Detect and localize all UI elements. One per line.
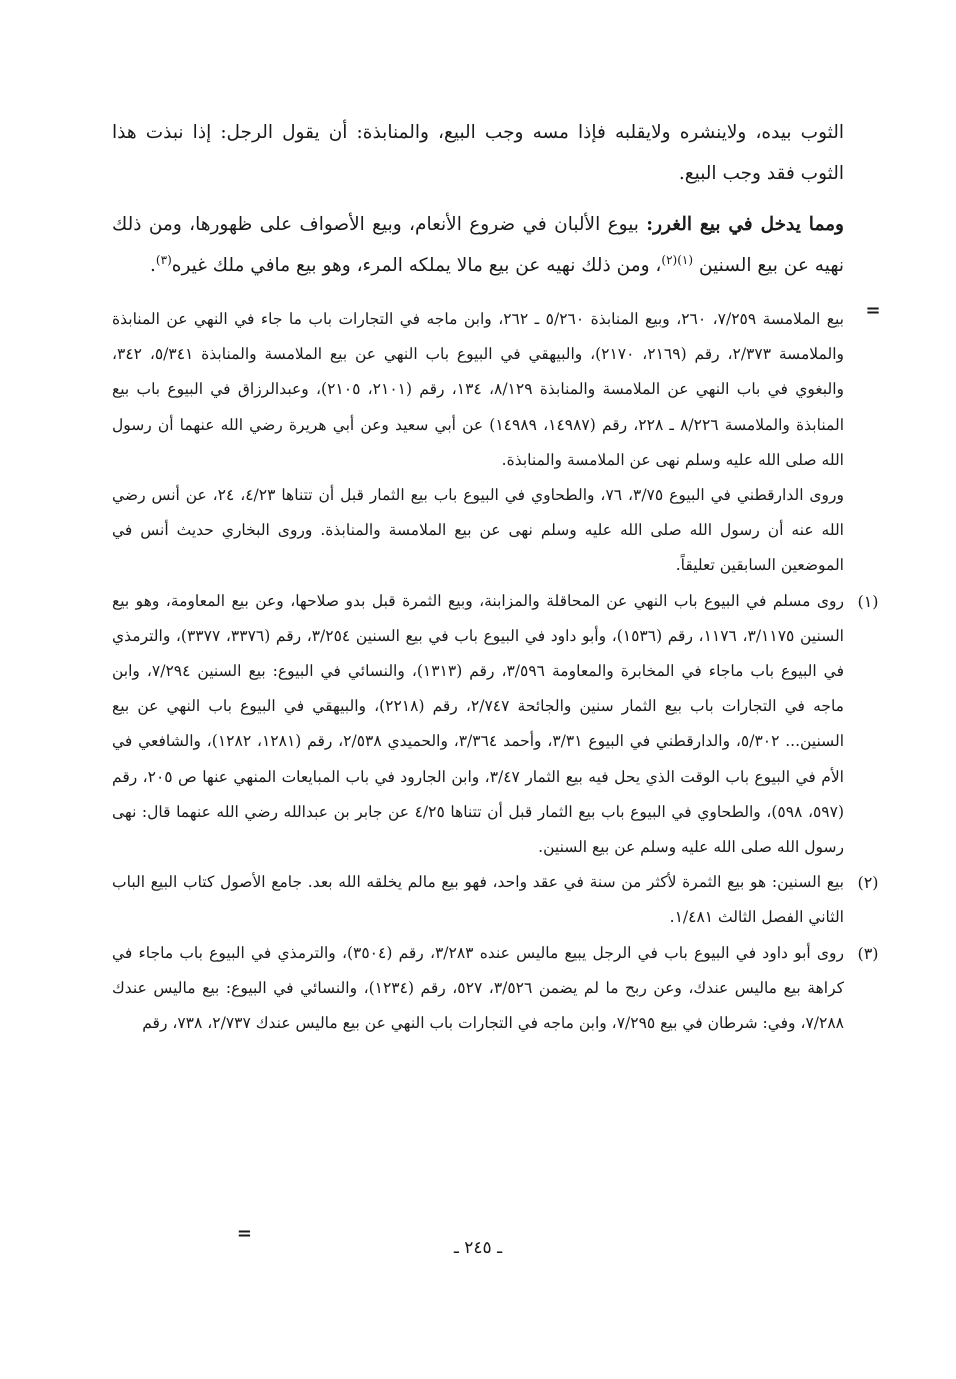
footnote-continuation-marker: =	[865, 300, 881, 321]
footnote-text-3: روى أبو داود في البيوع باب في الرجل يبيع ماليس عنده ٣/٢٨٣، رقم (٣٥٠٤)، والترمذي في البيوع باب ماجاء في كراهة بيع ماليس عندك، وعن ربح ما لم يضمن ٣/٥٢٦، ٥٢٧، رقم (١٢٣٤)، والنسائي في البيوع: بيع ماليس عندك ٧/٢٨٨، وفي: شرطان في بيع ٧/٢٩٥، وابن ماجه في التجارات باب النهي عن بيع ماليس عندك ٢/٧٣٧، ٧٣٨، رقم	[112, 943, 845, 1033]
main-paragraph-2-text-c: .	[150, 255, 156, 276]
footnote-ref-3[interactable]: (٣)	[155, 252, 172, 267]
footnote-number-3: (٣)	[857, 943, 879, 963]
paragraph-lead-heading: ومما يدخل في بيع الغرر:	[646, 214, 844, 235]
footnote-ref-1[interactable]: (١)	[677, 252, 694, 267]
footnote-ref-2[interactable]: (٢)	[661, 252, 678, 267]
footnote-continued-paragraph-1: بيع الملامسة ٧/٢٥٩، ٢٦٠، وبيع المنابذة ٥/٢٦٠ ـ ٢٦٢، وابن ماجه في التجارات باب ما جاء في النهي عن المنابذة والملامسة ٢/٣٧٣، رقم (٢١٦٩، ٢١٧٠)، والبيهقي في البيوع باب النهي عن بيع الملامسة والمنابذة ٥/٣٤١، ٣٤٢، والبغوي في باب النهي عن الملامسة والمنابذة ٨/١٢٩، ١٣٤، رقم (٢١٠١، ٢١٠٥)، وعبدالرزاق في البيوع باب بيع المنابذة والملامسة ٨/٢٢٦ ـ ٢٢٨، رقم (١٤٩٨٧، ١٤٩٨٩) عن أبي سعيد وعن أبي هريرة رضي الله عنهما أن رسول الله صلى الله عليه وسلم نهى عن الملامسة والمنابذة.	[112, 310, 845, 469]
footnote-number-1: (١)	[857, 591, 879, 611]
page-number: ـ ٢٤٥ ـ	[453, 1238, 503, 1258]
footnote-item-3	[112, 936, 879, 1042]
footnote-item-2	[112, 865, 879, 935]
main-paragraph-2-text-a: بيوع الألبان في ضروع الأنعام، وبيع الأصواف على ظهورها، ومن ذلك نهيه عن بيع السنين	[112, 214, 844, 276]
footnote-end-marker: =	[236, 1223, 252, 1244]
main-paragraph-2-text-b: ، ومن ذلك نهيه عن بيع مالا يملكه المرء، وهو بيع مافي ملك غيره	[171, 255, 662, 276]
footnote-text-1: روى مسلم في البيوع باب النهي عن المحاقلة والمزابنة، وبيع الثمرة قبل بدو صلاحها، وعن بيع المعاومة، وهو بيع السنين ٣/١١٧٥، ١١٧٦، رقم (١٥٣٦)، وأبو داود في البيوع باب في بيع السنين ٣/٢٥٤، رقم (٣٣٧٦، ٣٣٧٧)، والترمذي في البيوع باب ماجاء في المخابرة والمعاومة ٣/٥٩٦، رقم (١٣١٣)، والنسائي في البيوع: بيع السنين ٧/٢٩٤، وابن ماجه في التجارات باب بيع الثمار سنين والجائحة ٢/٧٤٧، رقم (٢٢١٨)، والبيهقي في البيوع باب النهي عن بيع السنين... ٥/٣٠٢، والدارقطني في البيوع ٣/٣١، وأحمد ٣/٣٦٤، والحميدي ٢/٥٣٨، رقم (١٢٨١، ١٢٨٢)، والشافعي في الأم في البيوع باب الوقت الذي يحل فيه بيع الثمار ٣/٤٧، وابن الجارود في باب المبايعات المنهي عنها ص ٢٠٥، رقم (٥٩٧، ٥٩٨)، والطحاوي في البيوع باب بيع الثمار قبل أن تتناها ٤/٢٥ عن جابر بن عبدالله رضي الله عنهما قال: نهى رسول الله صلى الله عليه وسلم عن بيع السنين.	[112, 591, 845, 857]
main-paragraph-2	[112, 204, 844, 286]
footnotes-section	[112, 300, 881, 1041]
main-paragraph-1	[112, 112, 844, 194]
main-paragraph-1-text: الثوب بيده، ولاينشره ولايقلبه فإذا مسه وجب البيع، والمنابذة: أن يقول الرجل: إذا نبذت هذا الثوب فقد وجب البيع.	[112, 122, 844, 184]
page-body	[112, 112, 881, 1041]
footnote-text-2: بيع السنين: هو بيع الثمرة لأكثر من سنة في عقد واحد، فهو بيع مالم يخلقه الله بعد. جامع الأصول كتاب البيع الباب الثاني الفصل الثالث ١/٤٨١.	[112, 873, 844, 927]
footnote-continued-paragraph-2: وروى الدارقطني في البيوع ٣/٧٥، ٧٦، والطحاوي في البيوع باب بيع الثمار قبل أن تتناها ٤/٢٣، ٢٤، عن أنس رضي الله عنه أن رسول الله صلى الله عليه وسلم نهى عن بيع الملامسة والمنابذة. وروى البخاري حديث أنس في الموضعين السابقين تعليقاً.	[112, 486, 844, 575]
footnote-item-1	[112, 584, 879, 866]
footnote-number-2: (٢)	[857, 873, 879, 893]
